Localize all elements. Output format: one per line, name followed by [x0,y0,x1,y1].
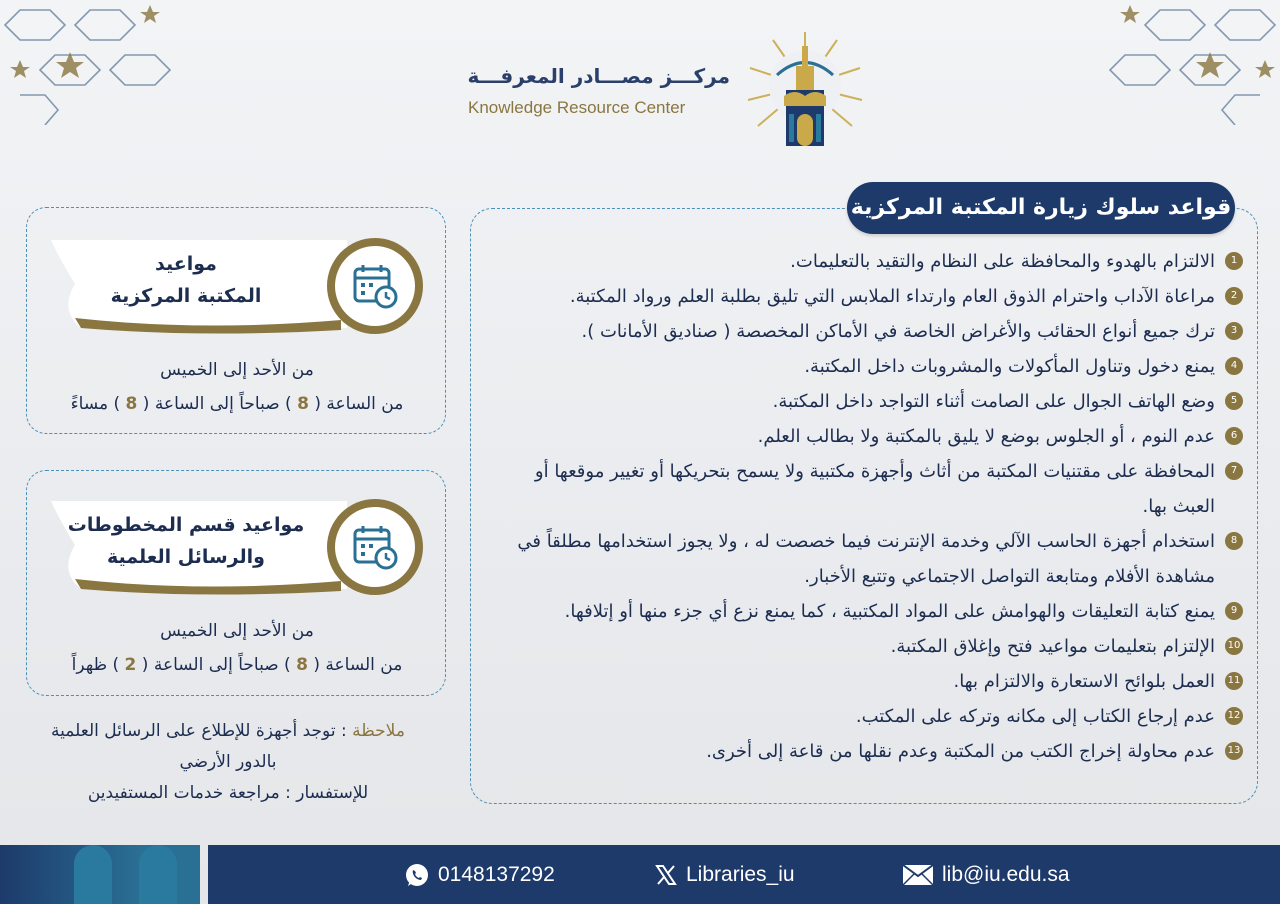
rules-list [488,244,1245,769]
schedule-manuscripts [26,470,446,696]
rule-item [488,454,1245,524]
logo [466,30,876,150]
time-middle: ) صباحاً إلى الساعة ( [141,655,291,675]
phone-contact[interactable] [404,861,555,889]
corner-pattern-right [1105,0,1280,125]
email-icon [902,864,934,886]
whatsapp-icon [404,862,430,888]
end-hour: 8 [125,394,138,414]
rule-number-badge: 3 [1225,322,1243,340]
rule-text: العمل بلوائح الاستعارة والالتزام بها. [953,671,1215,692]
schedule-hours [37,614,437,682]
schedule-days: من الأحد إلى الخميس [160,360,314,380]
rule-number-badge: 5 [1225,392,1243,410]
footer [0,845,1280,904]
time-prefix: من الساعة ( [314,394,404,414]
rule-item [488,384,1245,419]
phone-number[interactable]: 0148137292 [438,863,555,886]
email-contact[interactable] [902,861,1070,889]
time-suffix: ) مساءً [70,394,121,414]
rule-text: يمنع كتابة التعليقات والهوامش على المواد المكتبية ، كما يمنع نزع أي جزء منها أو إتلافها. [564,601,1215,622]
rule-item [488,699,1245,734]
email-address[interactable]: lib@iu.edu.sa [942,863,1070,886]
rule-item [488,314,1245,349]
logo-arabic-text: مركـــز مصـــادر المعرفـــة [467,64,730,88]
rule-item [488,524,1245,594]
rule-item [488,664,1245,699]
calendar-clock-icon [351,523,399,571]
note [40,716,416,809]
schedule-title [61,509,311,573]
rule-text: عدم النوم ، أو الجلوس بوضع لا يليق بالمكتبة ولا بطالب العلم. [757,426,1215,447]
rule-text: عدم إرجاع الكتاب إلى مكانه وتركه على المكتب. [855,706,1215,727]
rule-number-badge: 10 [1225,637,1243,655]
footer-pill [74,845,112,904]
rule-number-badge: 8 [1225,532,1243,550]
corner-pattern-left [0,0,175,125]
rule-text: يمنع دخول وتناول المأكولات والمشروبات داخل المكتبة. [804,356,1215,377]
note-label: ملاحظة [352,721,405,741]
logo-english-text: Knowledge Resource Center [468,98,686,117]
rule-number-badge: 4 [1225,357,1243,375]
rule-text: عدم محاولة إخراج الكتب من المكتبة وعدم نقلها من قاعة إلى أخرى. [706,741,1215,762]
note-body: : توجد أجهزة للإطلاع على الرسائل العلمية بالدور الأرضي [51,721,347,772]
x-contact[interactable] [654,861,795,889]
schedule-title-line2: المكتبة المركزية [110,285,262,307]
schedule-time-range [37,387,437,421]
rule-item [488,594,1245,629]
rule-text: الإلتزام بتعليمات مواعيد فتح وإغلاق المكتبة. [890,636,1215,657]
inquiry-text: للإستفسار : مراجعة خدمات المستفيدين [87,783,369,803]
x-icon [654,863,678,887]
schedule-banner [51,238,423,334]
schedule-banner [51,499,423,595]
footer-pill [139,845,177,904]
calendar-clock-icon [351,262,399,310]
rule-number-badge: 2 [1225,287,1243,305]
time-middle: ) صباحاً إلى الساعة ( [142,394,292,414]
schedule-title-line2: والرسائل العلمية [107,546,265,568]
rule-item [488,279,1245,314]
schedule-time-range [37,648,437,682]
start-hour: 8 [297,394,309,414]
note-text [40,716,416,778]
rule-text: ترك جميع أنواع الحقائب والأغراض الخاصة في الأماكن المخصصة ( صناديق الأمانات ). [581,321,1215,342]
rule-text: وضع الهاتف الجوال على الصامت أثناء التواجد داخل المكتبة. [772,391,1215,412]
rule-text: استخدام أجهزة الحاسب الآلي وخدمة الإنترنت فيما خصصت له ، ولا يجوز استخدامها مطلقاً في مشاهدة الأفلام ومتابعة التواصل الاجتماعي وتتبع الأخبار. [517,531,1215,587]
end-hour: 2 [124,655,137,675]
rule-number-badge: 6 [1225,427,1243,445]
rule-number-badge: 7 [1225,462,1243,480]
rule-item [488,244,1245,279]
schedule-hours [37,353,437,421]
rule-number-badge: 12 [1225,707,1243,725]
time-suffix: ) ظهراً [71,655,120,675]
schedule-title-line1: مواعيد [155,253,217,275]
rule-number-badge: 1 [1225,252,1243,270]
library-emblem-icon [742,30,868,150]
rule-item [488,734,1245,769]
time-prefix: من الساعة ( [313,655,403,675]
schedule-days: من الأحد إلى الخميس [160,621,314,641]
start-hour: 8 [296,655,308,675]
rule-number-badge: 11 [1225,672,1243,690]
rule-number-badge: 9 [1225,602,1243,620]
schedule-title [61,248,311,312]
x-handle[interactable]: Libraries_iu [686,863,795,886]
schedule-central-library [26,207,446,434]
rule-text: مراعاة الآداب واحترام الذوق العام وارتداء الملابس التي تليق بطلبة العلم ورواد المكتبة. [569,286,1215,307]
rules-title: قواعد سلوك زيارة المكتبة المركزية [847,182,1235,234]
rule-text: المحافظة على مقتنيات المكتبة من أثاث وأجهزة مكتبية ولا يسمح بتحريكها أو تغيير موقعها أو العبث بها. [534,461,1215,517]
rule-item [488,629,1245,664]
rule-item [488,419,1245,454]
rule-number-badge: 13 [1225,742,1243,760]
schedule-title-line1: مواعيد قسم المخطوطات [67,514,305,536]
rule-text: الالتزام بالهدوء والمحافظة على النظام والتقيد بالتعليمات. [790,251,1215,272]
rule-item [488,349,1245,384]
